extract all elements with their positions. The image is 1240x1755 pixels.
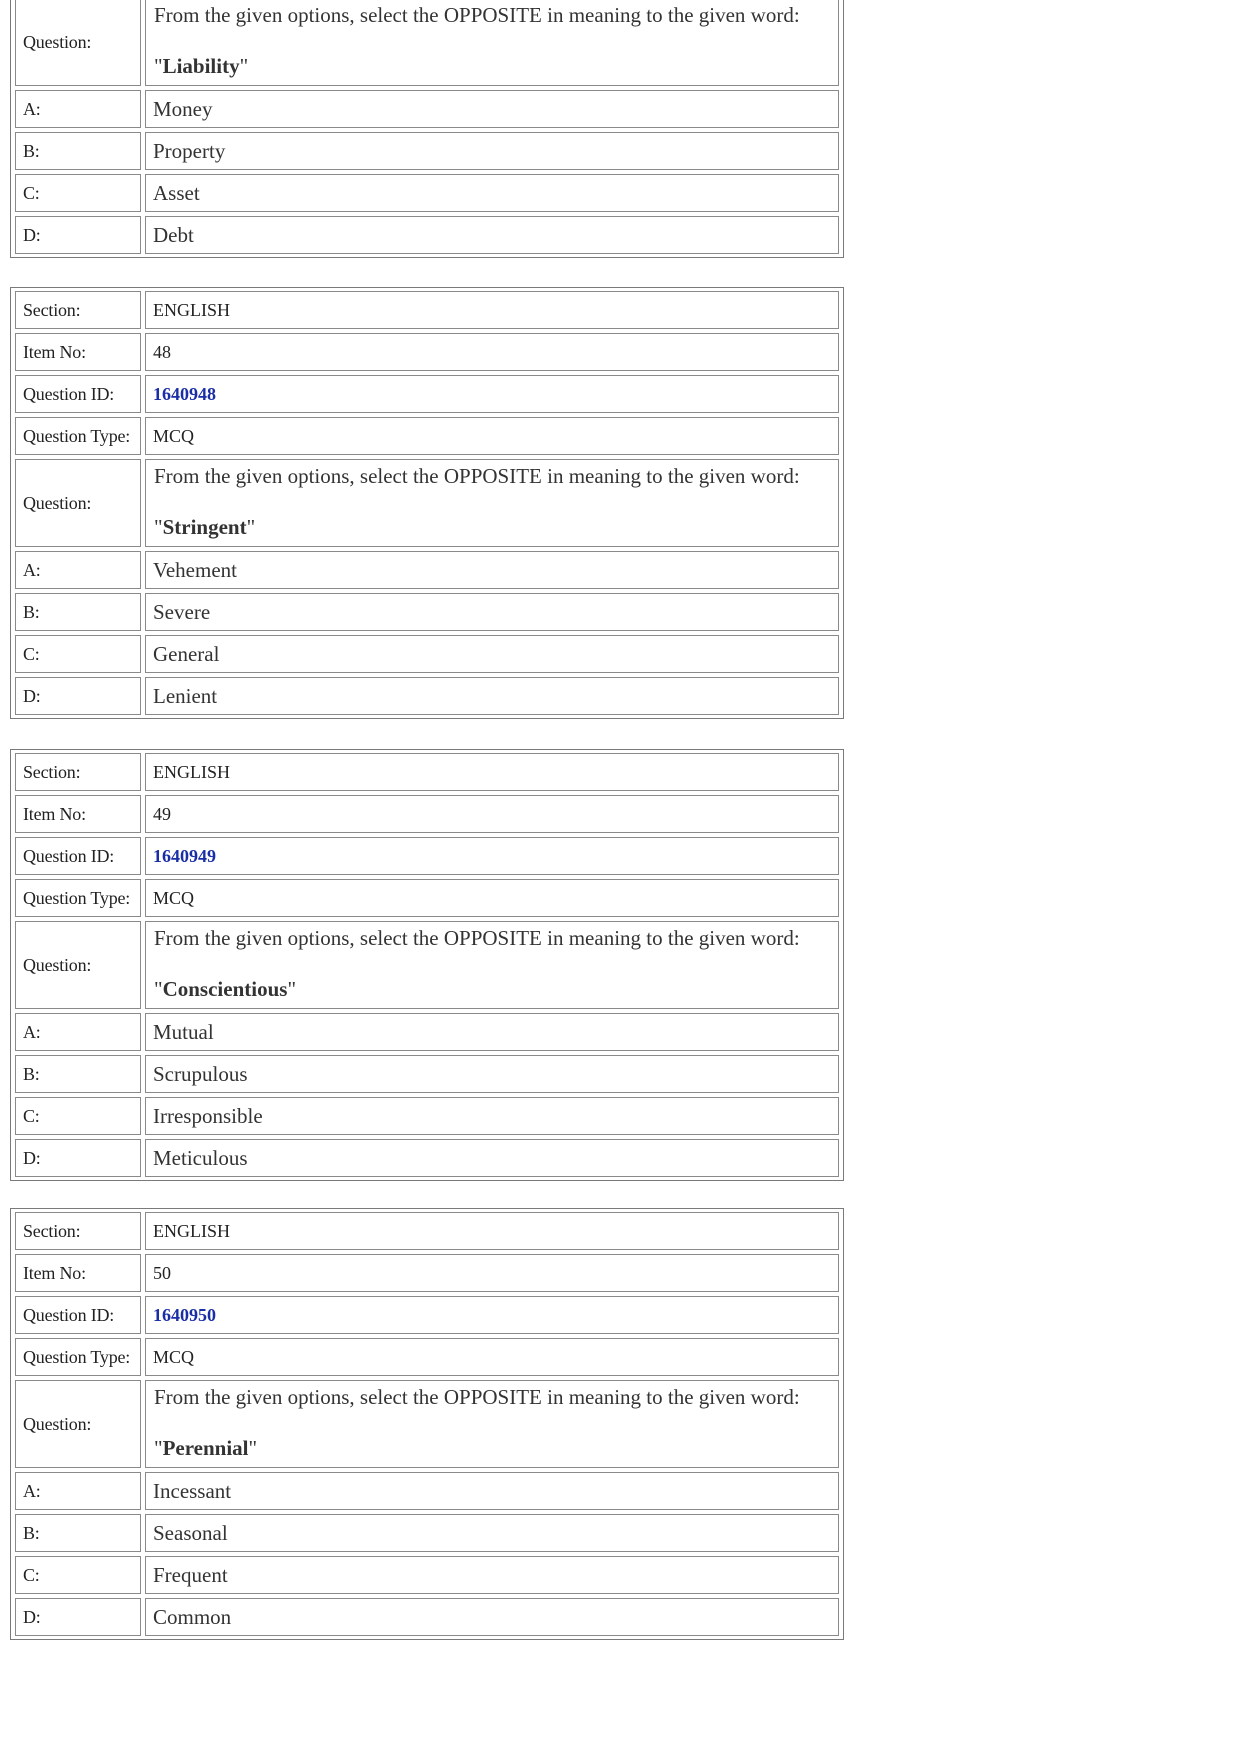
question-block-48 bbox=[10, 287, 844, 719]
question-text-cell bbox=[145, 459, 839, 547]
option-c-value: Irresponsible bbox=[145, 1097, 839, 1135]
option-b-value: Severe bbox=[145, 593, 839, 631]
option-d-label: D: bbox=[15, 1598, 141, 1636]
section-label: Section: bbox=[15, 1212, 141, 1250]
question-text: From the given options, select the OPPOSITE in meaning to the given word: bbox=[154, 926, 800, 950]
option-b-label: B: bbox=[15, 593, 141, 631]
item-no-value: 48 bbox=[145, 333, 839, 371]
section-label: Section: bbox=[15, 753, 141, 791]
option-c-value: Frequent bbox=[145, 1556, 839, 1594]
question-word: "Liability" bbox=[154, 54, 249, 78]
option-d-value: Common bbox=[145, 1598, 839, 1636]
question-label: Question: bbox=[15, 459, 141, 547]
option-a-value: Vehement bbox=[145, 551, 839, 589]
question-block-49 bbox=[10, 749, 844, 1181]
question-type-value: MCQ bbox=[145, 417, 839, 455]
option-a-label: A: bbox=[15, 1472, 141, 1510]
option-c-label: C: bbox=[15, 1556, 141, 1594]
section-value: ENGLISH bbox=[145, 1212, 839, 1250]
option-b-label: B: bbox=[15, 132, 141, 170]
question-word: "Conscientious" bbox=[154, 977, 297, 1001]
question-text: From the given options, select the OPPOSITE in meaning to the given word: bbox=[154, 464, 800, 488]
question-type-value: MCQ bbox=[145, 879, 839, 917]
option-b-value: Seasonal bbox=[145, 1514, 839, 1552]
question-word: "Perennial" bbox=[154, 1436, 258, 1460]
question-text-cell bbox=[145, 921, 839, 1009]
option-d-label: D: bbox=[15, 677, 141, 715]
question-label: Question: bbox=[15, 0, 141, 86]
item-no-value: 49 bbox=[145, 795, 839, 833]
item-no-label: Item No: bbox=[15, 333, 141, 371]
question-type-label: Question Type: bbox=[15, 1338, 141, 1376]
question-word: "Stringent" bbox=[154, 515, 256, 539]
option-a-label: A: bbox=[15, 551, 141, 589]
option-c-label: C: bbox=[15, 1097, 141, 1135]
option-d-label: D: bbox=[15, 1139, 141, 1177]
option-a-value: Mutual bbox=[145, 1013, 839, 1051]
section-value: ENGLISH bbox=[145, 291, 839, 329]
option-c-value: General bbox=[145, 635, 839, 673]
option-d-label: D: bbox=[15, 216, 141, 254]
option-a-value: Incessant bbox=[145, 1472, 839, 1510]
option-c-label: C: bbox=[15, 174, 141, 212]
question-id-value: 1640948 bbox=[145, 375, 839, 413]
section-label: Section: bbox=[15, 291, 141, 329]
question-type-value: MCQ bbox=[145, 1338, 839, 1376]
option-d-value: Debt bbox=[145, 216, 839, 254]
item-no-label: Item No: bbox=[15, 795, 141, 833]
option-b-value: Scrupulous bbox=[145, 1055, 839, 1093]
question-text-cell bbox=[145, 1380, 839, 1468]
option-a-value: Money bbox=[145, 90, 839, 128]
item-no-label: Item No: bbox=[15, 1254, 141, 1292]
item-no-value: 50 bbox=[145, 1254, 839, 1292]
option-b-label: B: bbox=[15, 1055, 141, 1093]
question-text: From the given options, select the OPPOSITE in meaning to the given word: bbox=[154, 3, 800, 27]
option-b-value: Property bbox=[145, 132, 839, 170]
question-type-label: Question Type: bbox=[15, 879, 141, 917]
section-value: ENGLISH bbox=[145, 753, 839, 791]
option-a-label: A: bbox=[15, 90, 141, 128]
question-block-50 bbox=[10, 1208, 844, 1640]
question-text: From the given options, select the OPPOSITE in meaning to the given word: bbox=[154, 1385, 800, 1409]
question-block-47 bbox=[10, 0, 844, 258]
question-text-cell bbox=[145, 0, 839, 86]
question-label: Question: bbox=[15, 921, 141, 1009]
option-c-label: C: bbox=[15, 635, 141, 673]
question-type-label: Question Type: bbox=[15, 417, 141, 455]
question-id-value: 1640949 bbox=[145, 837, 839, 875]
question-id-label: Question ID: bbox=[15, 375, 141, 413]
option-b-label: B: bbox=[15, 1514, 141, 1552]
question-id-label: Question ID: bbox=[15, 1296, 141, 1334]
question-label: Question: bbox=[15, 1380, 141, 1468]
option-d-value: Lenient bbox=[145, 677, 839, 715]
question-id-value: 1640950 bbox=[145, 1296, 839, 1334]
question-id-label: Question ID: bbox=[15, 837, 141, 875]
option-c-value: Asset bbox=[145, 174, 839, 212]
option-d-value: Meticulous bbox=[145, 1139, 839, 1177]
option-a-label: A: bbox=[15, 1013, 141, 1051]
